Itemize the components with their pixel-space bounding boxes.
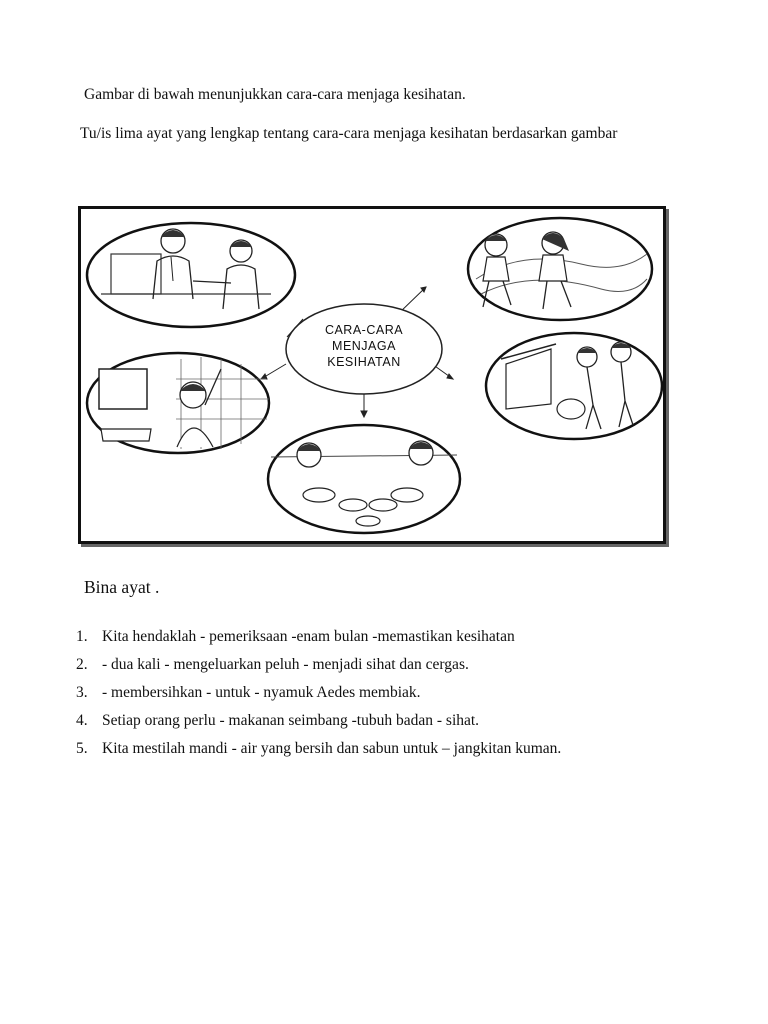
scene-balanced-meal xyxy=(268,425,460,533)
hub-label-line-2: MENJAGA xyxy=(332,339,396,353)
health-illustration-svg xyxy=(81,209,663,541)
list-item xyxy=(76,682,561,710)
item-text: Kita mestilah mandi - air yang bersih dan sabun untuk – jangkitan kuman. xyxy=(102,740,562,757)
list-item xyxy=(76,654,561,682)
list-item xyxy=(76,626,561,654)
item-number: 5. xyxy=(76,740,88,757)
scene-jogging xyxy=(468,218,652,320)
list-item xyxy=(76,738,561,766)
item-number: 3. xyxy=(76,684,88,701)
sentence-list xyxy=(76,626,561,766)
item-text: Kita hendaklah - pemeriksaan -enam bulan -memastikan kesihatan xyxy=(102,628,515,645)
section-heading: Bina ayat . xyxy=(84,577,160,597)
item-text: Setiap orang perlu - makanan seimbang -tubuh badan - sihat. xyxy=(102,712,480,729)
center-hub xyxy=(286,304,442,394)
scene-bathing xyxy=(87,353,269,453)
list-item xyxy=(76,710,561,738)
hub-label-line-1: CARA-CARA xyxy=(324,323,404,337)
health-illustration-figure xyxy=(78,206,666,544)
hub-label-line-3: KESIHATAN xyxy=(327,355,401,369)
item-text: - membersihkan - untuk - nyamuk Aedes membiak. xyxy=(102,684,421,701)
item-number: 1. xyxy=(76,628,88,645)
scene-cleaning xyxy=(486,333,662,439)
instruction-line-1: Gambar di bawah menunjukkan cara-cara menjaga kesihatan. xyxy=(84,86,466,103)
scene-doctor-checkup xyxy=(87,223,295,327)
item-number: 2. xyxy=(76,656,88,673)
instruction-line-2: Tu/is lima ayat yang lengkap tentang cara-cara menjaga kesihatan berdasarkan gambar xyxy=(80,125,618,142)
item-text: - dua kali - mengeluarkan peluh - menjadi sihat dan cergas. xyxy=(102,656,469,673)
item-number: 4. xyxy=(76,712,88,729)
